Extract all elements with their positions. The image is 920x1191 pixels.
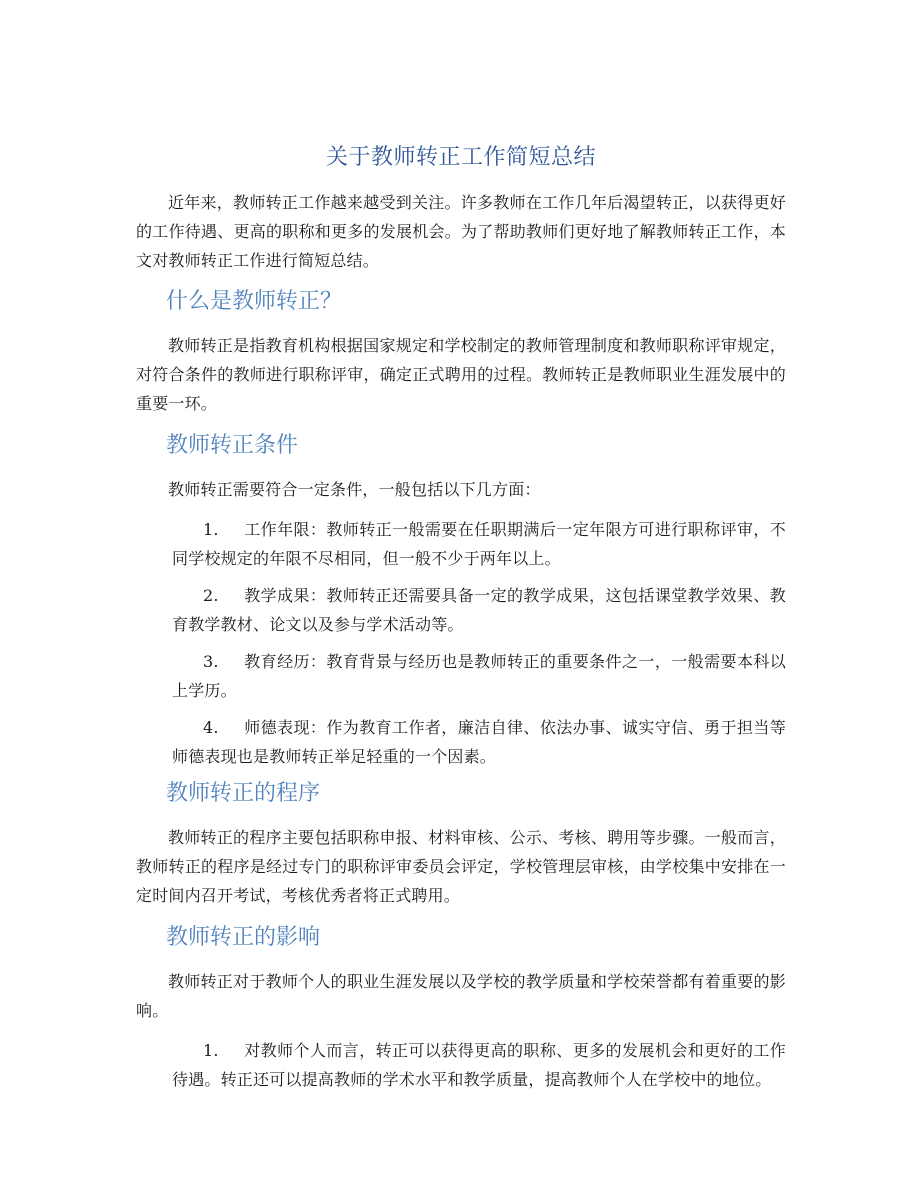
list-item-text: 教学成果：教师转正还需要具备一定的教学成果，这包括课堂教学效果、教育教学教材、论文以及参与学术活动等。 — [172, 586, 786, 634]
impact-list — [136, 1036, 786, 1094]
section-paragraph-procedure: 教师转正的程序主要包括职称申报、材料审核、公示、考核、聘用等步骤。一般而言，教师转正的程序是经过专门的职称评审委员会评定，学校管理层审核，由学校集中安排在一定时间内召开考试，考核优秀者将正式聘用。 — [136, 828, 786, 905]
section-heading-procedure: 教师转正的程序 — [166, 781, 321, 806]
list-item-text: 教育经历：教育背景与经历也是教师转正的重要条件之一，一般需要本科以上学历。 — [172, 652, 786, 700]
list-item-number: 1. — [203, 1041, 219, 1060]
list-item-number: 2. — [203, 586, 219, 605]
list-item-text: 师德表现：作为教育工作者，廉洁自律、依法办事、诚实守信、勇于担当等师德表现也是教师转正举足轻重的一个因素。 — [172, 718, 786, 766]
list-item-number: 3. — [203, 652, 219, 671]
document-page — [136, 140, 786, 1102]
section-heading-what-is: 什么是教师转正？ — [166, 289, 343, 314]
section-heading-conditions: 教师转正条件 — [166, 433, 299, 458]
list-item-text: 工作年限：教师转正一般需要在任职期满后一定年限方可进行职称评审，不同学校规定的年限不尽相同，但一般不少于两年以上。 — [172, 520, 786, 568]
conditions-list — [136, 515, 786, 771]
list-item-number: 4. — [203, 718, 219, 737]
list-item — [136, 1036, 786, 1094]
list-item — [136, 581, 786, 639]
section-paragraph-what-is: 教师转正是指教育机构根据国家规定和学校制定的教师管理制度和教师职称评审规定，对符合条件的教师进行职称评审，确定正式聘用的过程。教师转正是教师职业生涯发展中的重要一环。 — [136, 336, 786, 413]
list-item — [136, 647, 786, 705]
list-item — [136, 515, 786, 573]
section-paragraph-impact: 教师转正对于教师个人的职业生涯发展以及学校的教学质量和学校荣誉都有着重要的影响。 — [136, 972, 786, 1020]
list-item-number: 1. — [203, 520, 219, 539]
section-heading-impact: 教师转正的影响 — [166, 925, 321, 950]
section-paragraph-conditions: 教师转正需要符合一定条件，一般包括以下几方面： — [168, 480, 541, 499]
list-item — [136, 713, 786, 771]
document-title: 关于教师转正工作简短总结 — [325, 145, 596, 170]
intro-paragraph: 近年来，教师转正工作越来越受到关注。许多教师在工作几年后渴望转正，以获得更好的工作待遇、更高的职称和更多的发展机会。为了帮助教师们更好地了解教师转正工作，本文对教师转正工作进行简短总结。 — [136, 193, 786, 270]
list-item-text: 对教师个人而言，转正可以获得更高的职称、更多的发展机会和更好的工作待遇。转正还可以提高教师的学术水平和教学质量，提高教师个人在学校中的地位。 — [172, 1041, 786, 1089]
